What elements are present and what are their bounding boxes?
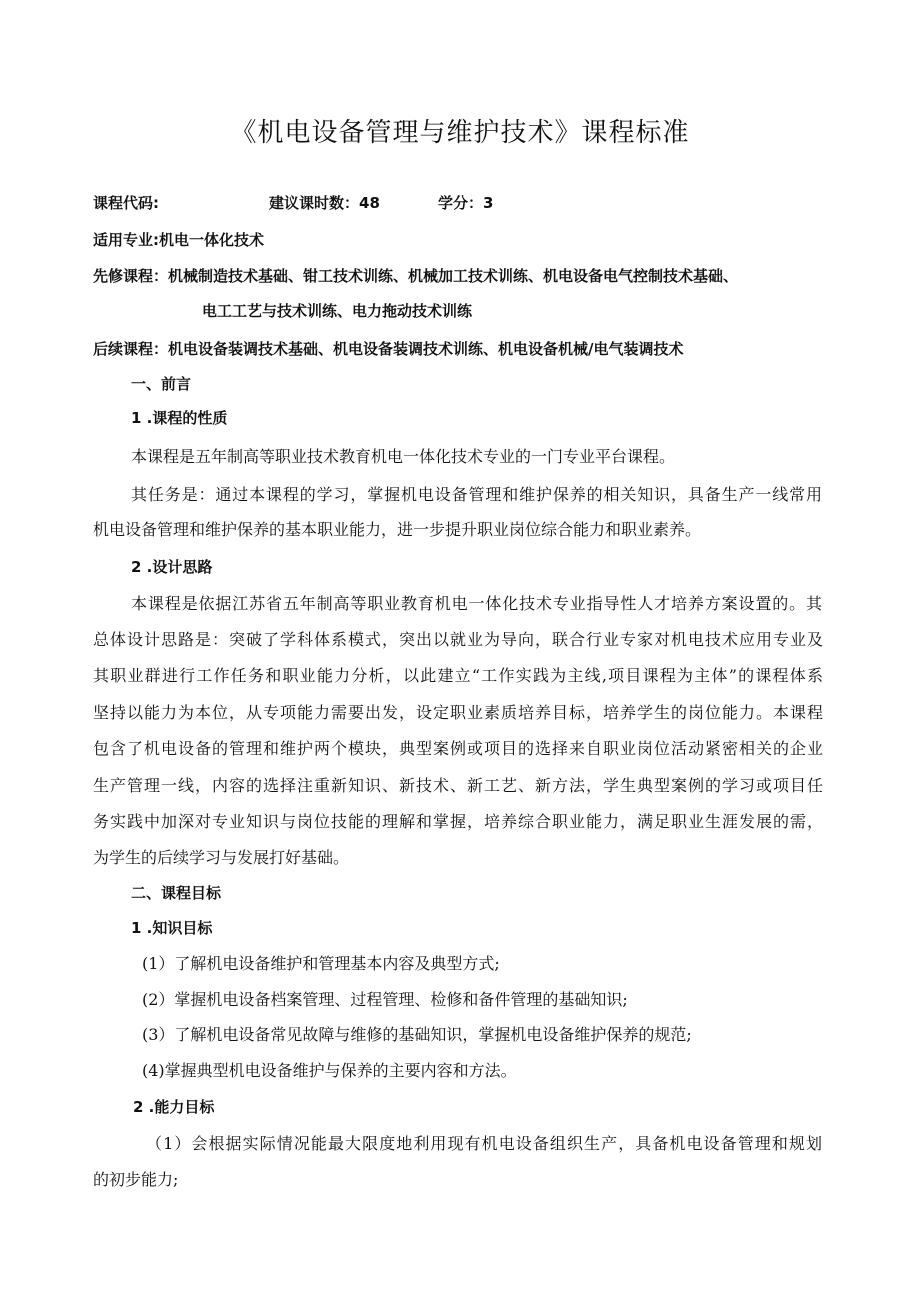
section1-2-line7: 务实践中加深对专业知识与岗位技能的理解和掌握，培养综合职业能力，满足职业生涯发展的需， xyxy=(93,812,823,831)
section1-2-line4: 坚持以能力为本位，从专项能力需要出发，设定职业素质培养目标，培养学生的岗位能力。本课程 xyxy=(93,703,823,722)
knowledge-item-2: (2）掌握机电设备档案管理、过程管理、检修和备件管理的基础知识; xyxy=(142,990,628,1009)
section1-2-line6: 生产管理一线，内容的选择注重新知识、新技术、新工艺、新方法，学生典型案例的学习或项目任 xyxy=(93,776,823,795)
section1-2-line8: 为学生的后续学习与发展打好基础。 xyxy=(93,848,350,867)
section1-2-line3: 其职业群进行工作任务和职业能力分析，以此建立“工作实践为主线,项目课程为主体”的课程体系 xyxy=(93,666,823,685)
ability-item-1-line2: 的初步能力; xyxy=(93,1170,179,1189)
major-row xyxy=(93,229,264,251)
knowledge-item-3: (3）了解机电设备常见故障与维修的基础知识，掌握机电设备维护保养的规范; xyxy=(142,1025,692,1044)
section2-heading: 二、课程目标 xyxy=(131,884,222,902)
prereq-line1: 机械制造技术基础、钳工技术训练、机械加工技术训练、机电设备电气控制技术基础、 xyxy=(168,267,739,285)
major-value: 机电一体化技术 xyxy=(159,231,265,249)
course-code-label: 课程代码: xyxy=(93,194,159,212)
major-label: 适用专业: xyxy=(93,231,159,249)
section1-1-heading: 1 .课程的性质 xyxy=(131,409,228,427)
section1-1-paragraph2-line1: 其任务是：通过本课程的学习，掌握机电设备管理和维护保养的相关知识，具备生产一线常用 xyxy=(131,485,822,504)
prereq-label: 先修课程： xyxy=(93,267,169,285)
section1-1-paragraph2-line2: 机电设备管理和维护保养的基本职业能力，进一步提升职业岗位综合能力和职业素养。 xyxy=(93,520,702,539)
credit-label xyxy=(438,192,493,214)
follow-label: 后续课程： xyxy=(93,340,169,358)
knowledge-item-1: (1）了解机电设备维护和管理基本内容及典型方式; xyxy=(142,954,500,973)
hours-label-text: 建议课时数： xyxy=(269,194,360,212)
section1-heading: 一、前言 xyxy=(131,375,192,393)
prereq-row xyxy=(93,265,738,287)
section1-2-line1: 本课程是依据江苏省五年制高等职业教育机电一体化技术专业指导性人才培养方案设置的。其 xyxy=(131,594,822,613)
prereq-line2: 电工工艺与技术训练、电力拖动技术训练 xyxy=(202,302,473,320)
page-title: 《机电设备管理与维护技术》课程标准 xyxy=(230,118,690,148)
section2-1-heading: 1 .知识目标 xyxy=(131,919,213,937)
section1-2-line2: 总体设计思路是：突破了学科体系模式，突出以就业为导向，联合行业专家对机电技术应用专业及 xyxy=(93,630,823,649)
follow-value: 机电设备装调技术基础、机电设备装调技术训练、机电设备机械/电气装调技术 xyxy=(168,340,684,358)
hours-value: 48 xyxy=(359,194,380,212)
knowledge-item-4: (4)掌握典型机电设备维护与保养的主要内容和方法。 xyxy=(142,1061,517,1080)
section2-2-heading: 2 .能力目标 xyxy=(133,1098,215,1116)
credit-label-text: 学分： xyxy=(438,194,484,212)
section1-1-paragraph1: 本课程是五年制高等职业技术教育机电一体化技术专业的一门专业平台课程。 xyxy=(131,447,676,466)
section1-2-heading: 2 .设计思路 xyxy=(131,558,213,576)
follow-row xyxy=(93,338,684,360)
section1-2-line5: 包含了机电设备的管理和维护两个模块，典型案例或项目的选择来自职业岗位活动紧密相关的企业 xyxy=(93,739,823,758)
hours-label xyxy=(269,192,380,214)
credit-value: 3 xyxy=(483,194,494,212)
ability-item-1-line1: （1）会根据实际情况能最大限度地利用现有机电设备组织生产，具备机电设备管理和规划 xyxy=(146,1134,822,1153)
